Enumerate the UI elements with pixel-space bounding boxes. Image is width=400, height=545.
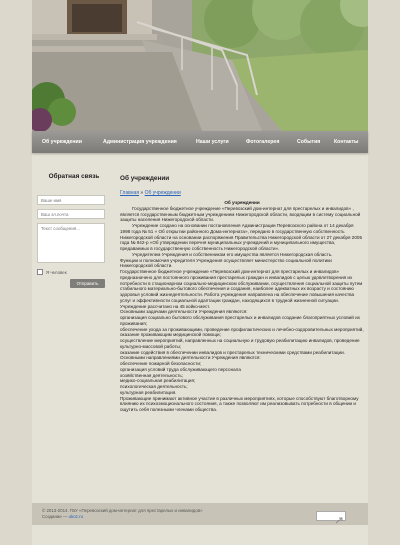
article-paragraph: Основными направлениями деятельности Учреждения являются: [120, 355, 261, 361]
article-heading: Об учреждении [224, 200, 260, 205]
article-content [120, 200, 364, 413]
name-field[interactable]: Ваше имя [37, 195, 105, 205]
article-paragraph: медико-социальная реабилитация; [120, 378, 196, 384]
page-container [32, 0, 368, 545]
visit-counter[interactable] [316, 511, 346, 521]
article-paragraph: Государственное бюджетное учреждение «Перевозский дом-интернат для престарелых и инвалидов» , является государственным бюджетным учреждением Нижегородской области, входящим в систему социальной защиты населения Нижегородской области. [120, 205, 361, 223]
article-paragraph: Учреждение создано на основании постановления Администрации Перевозского района от 14 декабря 1998 года № 51 « Об открытии районного Дома-интерната», передано в государственную собственность Нижегородской области на основании распоряжения Правительства Нижегородской области от 27 декабря 2005 года № 942-р «Об утверждении перечня муниципальных учреждений и муниципального имущества, предаваемых в государственную собственность Нижегородской области». [120, 223, 363, 251]
article-paragraph: оказание содействия в обеспечении инвалидов и престарелых техническими средствами реабилитации. [120, 349, 345, 355]
footer-copyright: © 2013-2014. ГБУ «Перевозский дом-интернат для престарелых и инвалидов» [42, 508, 203, 513]
article-paragraph: психологическая деятельность; [120, 384, 188, 389]
article-paragraph: организация условий труда обслуживающего персонала [120, 366, 241, 372]
article-paragraph: осуществление мероприятий, направленных на социальную и трудовую реабилитацию инвалидов, проведение культурно-массовой работы; [120, 338, 360, 349]
article-paragraph: организация социально бытового обслуживания престарелых и инвалидов создание благоприятных условий их проживания; [120, 315, 360, 326]
breadcrumb-separator: » [140, 190, 144, 196]
footer-created-label: Создание — [42, 513, 68, 519]
footer-text [42, 508, 203, 519]
nav-item-gallery[interactable]: Фотогалерея [246, 139, 280, 145]
footer-created-row [42, 514, 203, 520]
message-field[interactable]: Текст сообщения... [37, 223, 105, 263]
footer [32, 503, 368, 525]
article-paragraph: Основными задачами деятельности Учреждения являются: [120, 309, 248, 315]
nav-item-administration[interactable]: Администрация учреждения [103, 139, 177, 145]
article-paragraph: хозяйственная деятельность; [120, 372, 184, 378]
article-paragraph: Проживающие принимают активное участие в различных мероприятиях, которые способствуют благотворному влиянию их психоэмоционального состояния, а также позволяют им реализовывать потребности в общении и ощутить себя полезными членами общества. [120, 395, 359, 412]
footer-created-link[interactable]: ukoz.ru [68, 513, 84, 519]
nav-item-about[interactable]: Об учреждении [42, 139, 82, 145]
main-nav [32, 131, 368, 153]
header-photo [32, 0, 368, 131]
breadcrumb-home-link[interactable]: Главная [120, 190, 140, 196]
human-check-row [37, 269, 67, 275]
article-paragraph: Функции и полномочия учредителя Учреждения осуществляет министерство социальной политики Нижегородской области. [120, 257, 332, 269]
article-paragraph: обеспечение ухода за проживающими, проведение профилактических и лечебно-оздоровительных мероприятий, оказание проживающим медицинской помощи; [120, 326, 364, 338]
email-field[interactable]: Ваш эл.почта [37, 209, 105, 219]
article-paragraph: Учредителем Учреждения и собственником его имущества является Нижегородская область. [132, 251, 333, 257]
page-title: Об учреждении [120, 175, 170, 182]
article-paragraph: Государственное бюджетное учреждение «Перевозский дом-интернат для престарелых и инвалидов» предназначено для постоянного проживания престарелых граждан и инвалидов с целью удовлетворения их потребности в стационарном социально-медицинском обслуживании, осуществления социальной защиты путем стабильного материально-бытового обеспечения и создания, наиболее адекватных их возрасту и состоянию здоровья условий жизнедеятельности. Работа учреждения направлена на обеспечение повышения качества услуг и эффективности социальной адаптации граждан, находящихся в трудной жизненной ситуации. Учреждение рассчитано на 45 койко-мест. [120, 269, 363, 309]
feedback-title: Обратная связь [48, 173, 100, 180]
human-checkbox-label: Я человек [46, 269, 67, 275]
breadcrumb [120, 190, 181, 196]
nav-item-events[interactable]: События [297, 139, 321, 145]
breadcrumb-current-link[interactable]: Об учреждении [144, 190, 181, 196]
human-checkbox[interactable] [37, 269, 43, 275]
nav-item-contacts[interactable]: Контакты [334, 139, 359, 145]
counter-arrow-icon [317, 517, 345, 525]
building-ramp-photo [32, 0, 368, 131]
article-paragraph: культурная реабилитация. [120, 389, 177, 395]
send-button[interactable]: Отправить [70, 279, 105, 288]
nav-item-services[interactable]: Наши услуги [196, 139, 229, 145]
article-paragraph: обеспечение пожарной безопасности; [120, 361, 202, 366]
